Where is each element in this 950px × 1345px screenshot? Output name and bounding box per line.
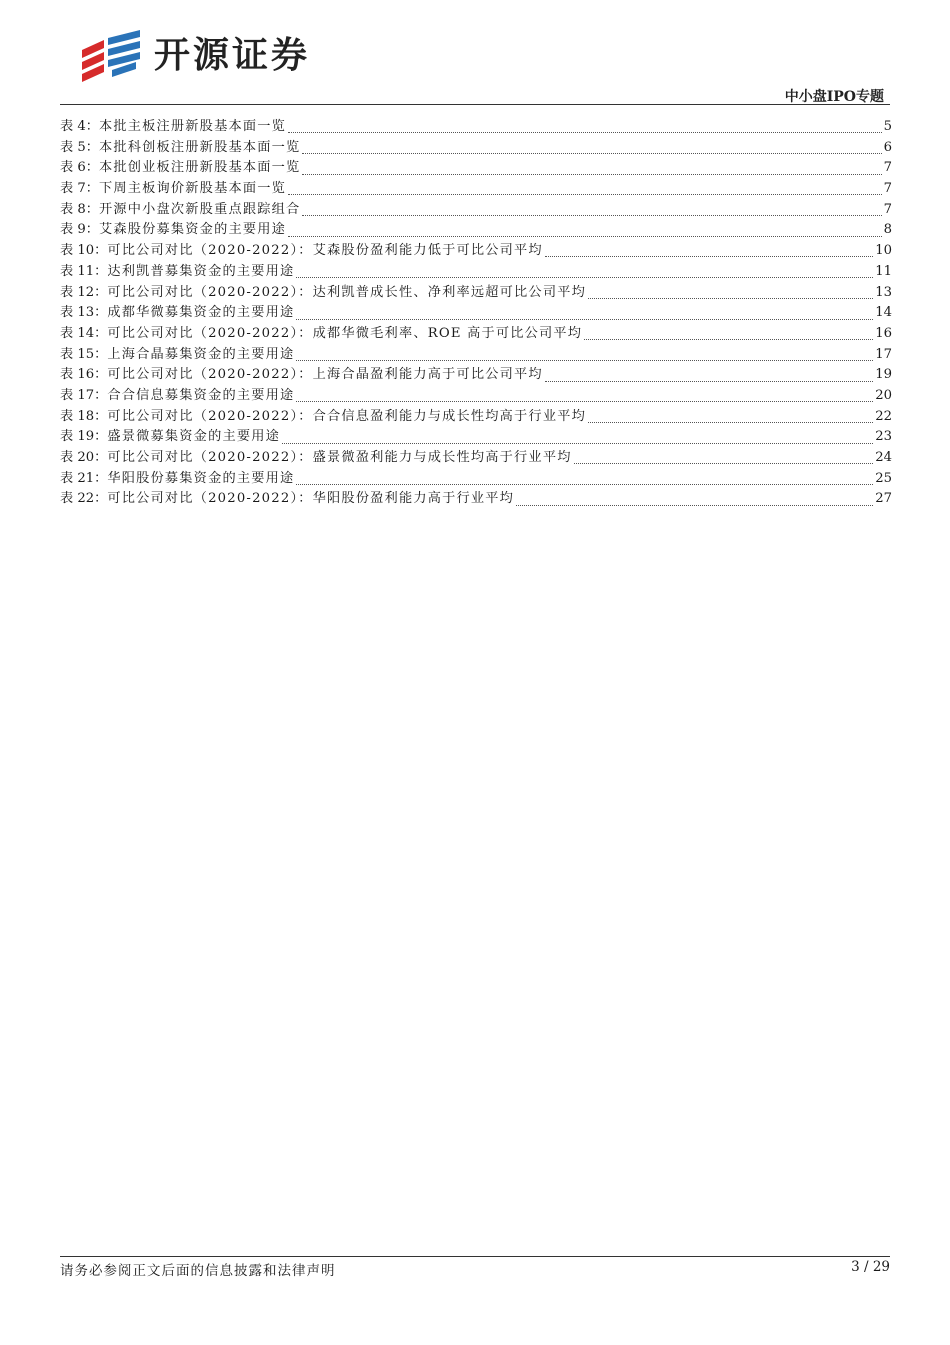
toc-entry-title: 合合信息募集资金的主要用途 — [107, 387, 295, 403]
toc-entry-number: 表 17： — [60, 387, 108, 403]
toc-entry-title: 开源中小盘次新股重点跟踪组合 — [98, 201, 301, 217]
toc-entry[interactable] — [60, 489, 892, 510]
toc-entry[interactable] — [60, 158, 892, 179]
toc-entry-title: 艾森股份募集资金的主要用途 — [98, 222, 287, 238]
toc-entry-number: 表 18： — [60, 408, 108, 424]
toc-entry-title: 本批创业板注册新股基本面一览 — [98, 160, 301, 176]
toc-entry[interactable] — [60, 448, 892, 469]
toc-leader-dots — [302, 173, 881, 175]
toc-entry-page: 24 — [875, 450, 892, 465]
toc-entry-number: 表 12： — [60, 284, 108, 300]
toc-entry-page: 16 — [875, 325, 892, 341]
toc-leader-dots — [545, 380, 873, 382]
toc-entry-page: 7 — [883, 181, 892, 197]
toc-entry-title: 可比公司对比（2020-2022）：上海合晶盈利能力高于可比公司平均 — [107, 367, 543, 383]
toc-entry[interactable] — [60, 427, 892, 448]
toc-entry-title: 盛景微募集资金的主要用途 — [107, 429, 281, 445]
toc-entry-title: 可比公司对比（2020-2022）：达利凯普成长性、净利率远超可比公司平均 — [107, 284, 586, 300]
toc-entry-title: 可比公司对比（2020-2022）：成都华微毛利率、ROE 高于可比公司平均 — [107, 325, 583, 341]
toc-entry-page: 19 — [875, 367, 892, 383]
toc-leader-dots — [588, 297, 873, 299]
toc-leader-dots — [288, 235, 882, 237]
toc-entry-page: 20 — [875, 387, 892, 403]
toc-entry[interactable] — [60, 138, 892, 159]
toc-entry[interactable] — [60, 324, 892, 345]
toc-entry-title: 上海合晶募集资金的主要用途 — [107, 346, 295, 362]
brand-name: 开源证券 — [154, 35, 311, 76]
toc-leader-dots — [282, 442, 873, 444]
toc-entry[interactable] — [60, 407, 892, 428]
toc-entry-number: 表 4： — [60, 119, 99, 134]
toc-entry-number: 表 16： — [60, 367, 108, 383]
toc-leader-dots — [302, 214, 881, 216]
toc-entry-page: 10 — [875, 243, 892, 259]
toc-entry-title: 本批科创板注册新股基本面一览 — [98, 139, 301, 155]
toc-leader-dots — [302, 152, 881, 154]
toc-entry-number: 表 8： — [60, 201, 99, 217]
brand-logo — [78, 28, 310, 84]
header-divider — [60, 104, 890, 105]
toc-entry-title: 可比公司对比（2020-2022）：艾森股份盈利能力低于可比公司平均 — [107, 243, 543, 259]
brand-logo-icon — [78, 28, 144, 84]
toc-entry[interactable] — [60, 365, 892, 386]
toc-entry[interactable] — [60, 220, 892, 241]
toc-entry[interactable] — [60, 283, 892, 304]
toc-entry[interactable] — [60, 303, 892, 324]
toc-entry-page: 11 — [875, 263, 892, 279]
toc-entry-page: 13 — [875, 284, 892, 300]
toc-leader-dots — [516, 504, 873, 506]
toc-entry-number: 表 9： — [60, 222, 99, 238]
toc-leader-dots — [574, 462, 874, 464]
footer-disclaimer: 请务必参阅正文后面的信息披露和法律声明 — [60, 1263, 336, 1279]
table-of-contents — [60, 117, 892, 510]
toc-entry-number: 表 13： — [60, 305, 108, 321]
toc-entry[interactable] — [60, 262, 892, 283]
toc-entry-page: 6 — [883, 139, 892, 155]
toc-leader-dots — [296, 276, 873, 278]
toc-entry[interactable] — [60, 469, 892, 490]
footer-divider — [60, 1256, 890, 1257]
toc-entry-page: 17 — [875, 346, 892, 362]
toc-leader-dots — [296, 400, 873, 402]
toc-entry[interactable] — [60, 241, 892, 262]
toc-entry-number: 表 22： — [60, 491, 108, 507]
report-type-label: 中小盘IPO专题 — [784, 89, 884, 105]
toc-entry-page: 23 — [875, 429, 892, 445]
toc-entry-number: 表 7： — [60, 181, 99, 197]
toc-entry-page: 27 — [875, 491, 892, 507]
toc-entry-number: 表 5： — [60, 139, 99, 155]
toc-leader-dots — [296, 318, 873, 320]
toc-entry-number: 表 21： — [60, 470, 108, 486]
toc-leader-dots — [545, 255, 873, 257]
toc-entry-number: 表 6： — [60, 160, 99, 176]
toc-entry-title: 下周主板询价新股基本面一览 — [98, 181, 287, 197]
toc-entry-title: 可比公司对比（2020-2022）：合合信息盈利能力与成长性均高于行业平均 — [107, 408, 586, 424]
toc-entry-title: 可比公司对比（2020-2022）：盛景微盈利能力与成长性均高于行业平均 — [107, 450, 572, 465]
toc-entry-title: 华阳股份募集资金的主要用途 — [107, 470, 295, 486]
toc-leader-dots — [588, 421, 873, 423]
toc-entry-number: 表 11： — [60, 263, 108, 279]
toc-entry[interactable] — [60, 117, 892, 138]
toc-leader-dots — [288, 131, 882, 133]
toc-entry-title: 达利凯普募集资金的主要用途 — [107, 263, 295, 279]
toc-entry-number: 表 19： — [60, 429, 108, 445]
toc-entry-page: 7 — [883, 201, 892, 217]
toc-entry-page: 25 — [875, 470, 892, 486]
toc-leader-dots — [296, 483, 873, 485]
toc-entry-page: 22 — [875, 408, 892, 424]
toc-entry[interactable] — [60, 179, 892, 200]
toc-entry[interactable] — [60, 386, 892, 407]
toc-entry-page: 14 — [875, 305, 892, 321]
page-indicator: 3 / 29 — [851, 1259, 890, 1275]
toc-entry-number: 表 14： — [60, 325, 108, 341]
toc-entry-title: 本批主板注册新股基本面一览 — [98, 119, 287, 134]
toc-leader-dots — [584, 338, 873, 340]
toc-entry-page: 5 — [883, 119, 892, 134]
toc-entry-page: 8 — [883, 222, 892, 238]
toc-entry-number: 表 15： — [60, 346, 108, 362]
toc-entry-title: 成都华微募集资金的主要用途 — [107, 305, 295, 321]
toc-entry-number: 表 20： — [60, 450, 108, 465]
toc-leader-dots — [288, 193, 882, 195]
toc-entry[interactable] — [60, 200, 892, 221]
toc-leader-dots — [296, 359, 873, 361]
toc-entry[interactable] — [60, 345, 892, 366]
toc-entry-title: 可比公司对比（2020-2022）：华阳股份盈利能力高于行业平均 — [107, 491, 515, 507]
toc-entry-page: 7 — [883, 160, 892, 176]
toc-entry-number: 表 10： — [60, 243, 108, 259]
